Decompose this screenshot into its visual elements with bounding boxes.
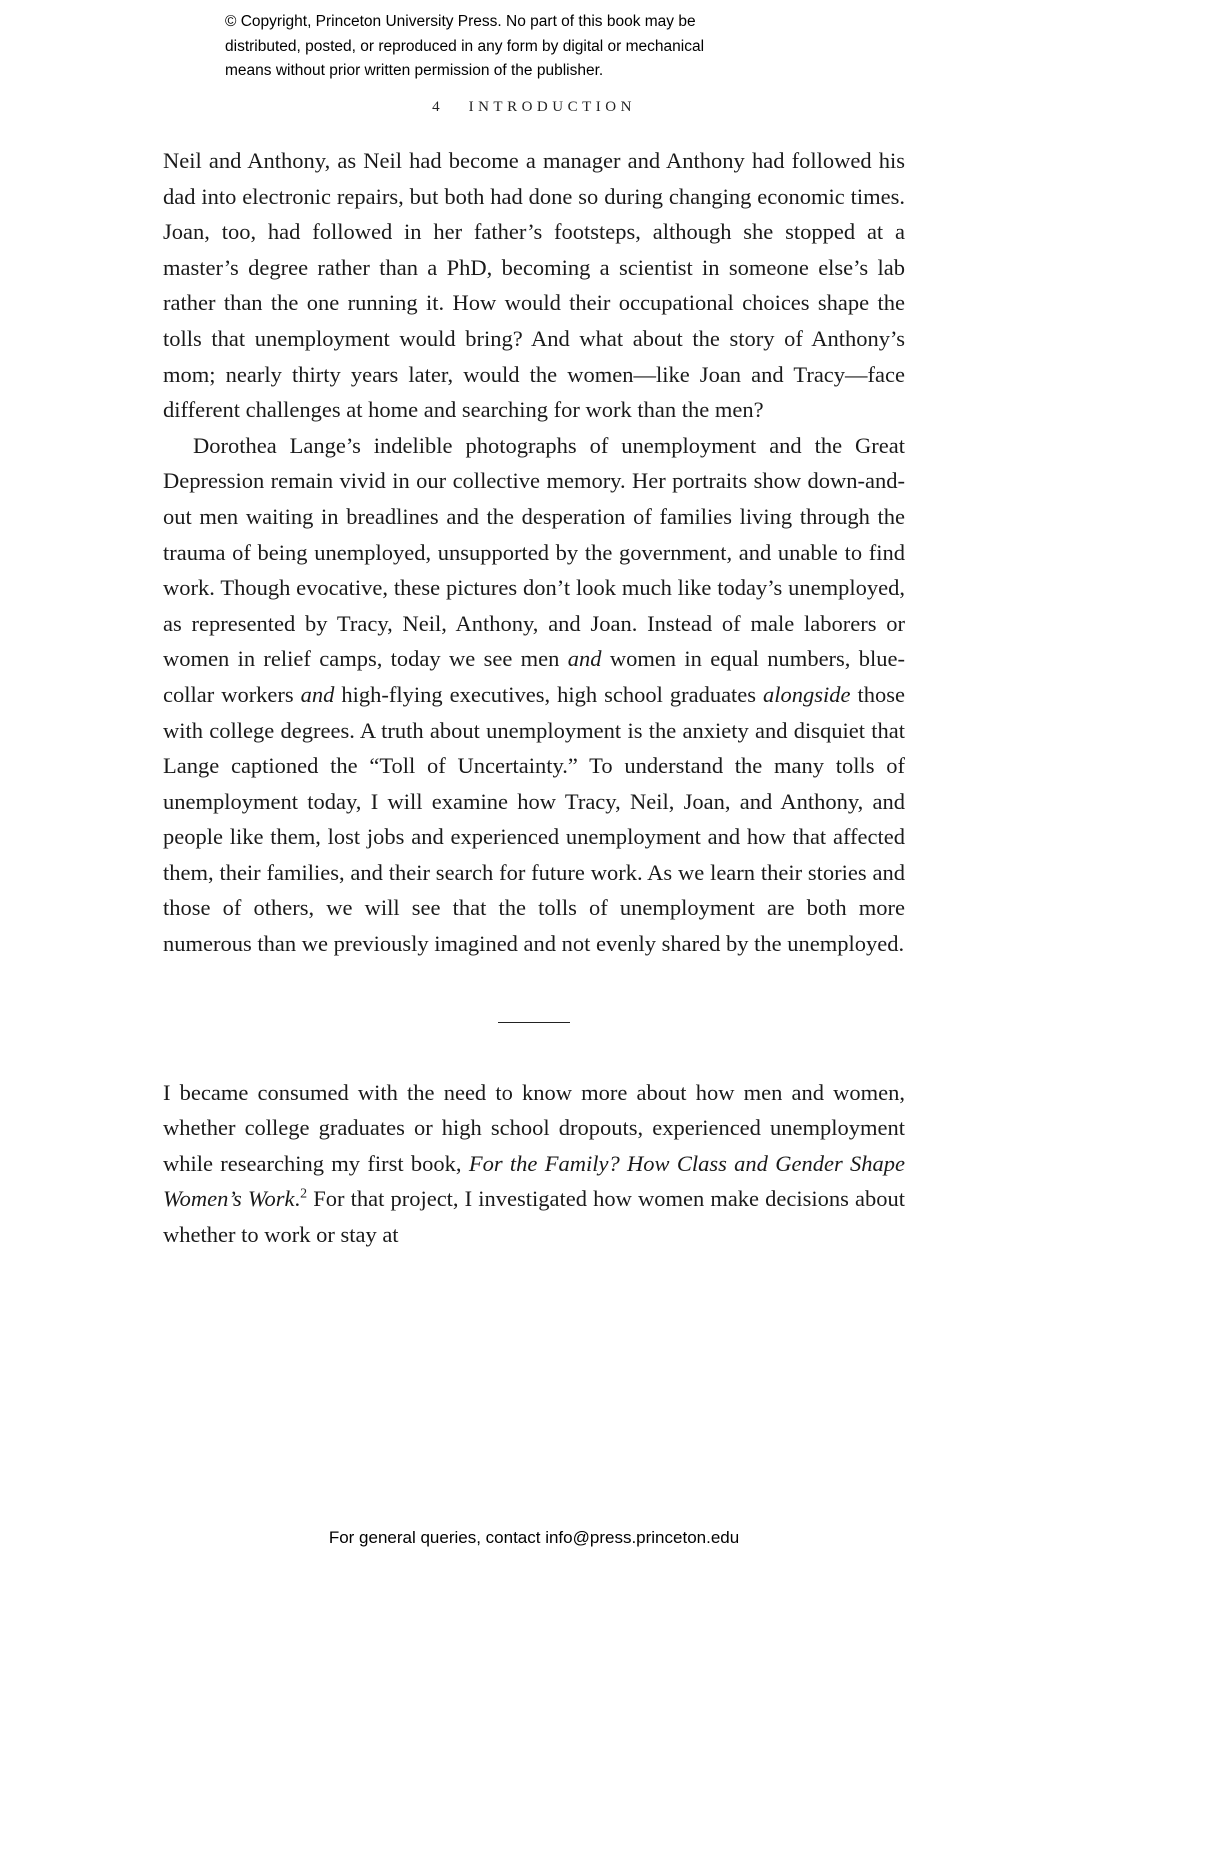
- page-number: 4: [432, 99, 441, 115]
- copyright-line-3: means without prior written permission of the publisher.: [225, 62, 604, 79]
- paragraph-3-seg2: .: [294, 1186, 301, 1212]
- paragraph-2-seg4: those with college degrees. A truth about unemployment is the anxiety and disquiet that Lange captioned the “Toll of Uncertainty.” To understand the many tolls of unemployment today, I will examine how Tracy, Neil, Joan, and Anthony, and people like them, lost jobs and experienced unemployment and how that affected them, their families, and their search for future work. As we learn their stories and those of others, we will see that the tolls of unemployment are both more numerous than we previously imagined and not evenly shared by the unemployed.: [163, 681, 905, 957]
- paragraph-3-italic1: For the Family? How Class and Gender Shape Women’s Work: [163, 1150, 905, 1212]
- running-head: [163, 99, 905, 116]
- page-footer: [163, 1528, 905, 1548]
- section-break: [163, 1016, 905, 1023]
- paragraph-2-italic3: alongside: [763, 681, 851, 707]
- copyright-line-1: © Copyright, Princeton University Press. No part of this book may be: [225, 13, 696, 30]
- paragraph-2-seg2: women in equal numbers, blue-collar workers: [163, 646, 905, 707]
- paragraph-2: [163, 428, 905, 962]
- body-text: [163, 143, 905, 1253]
- paragraph-2-seg1: Dorothea Lange’s indelible photographs of unemployment and the Great Depression remain vivid in our collective memory. Her portraits show down-and-out men waiting in breadlines and the desperation of families living through the trauma of being unemployed, unsupported by the government, and unable to find work. Though evocative, these pictures don’t look much like today’s unemployed, as represented by Tracy, Neil, Anthony, and Joan. Instead of male laborers or women in relief camps, today we see men: [163, 432, 905, 672]
- copyright-notice: [225, 10, 704, 84]
- section-break-rule: [498, 1022, 570, 1023]
- paragraph-3-seg3: For that project, I investigated how women make decisions about whether to work or stay at: [163, 1186, 905, 1248]
- copyright-line-2: distributed, posted, or reproduced in any form by digital or mechanical: [225, 37, 705, 55]
- footnote-ref: 2: [300, 1186, 308, 1202]
- paragraph-2-italic2: and: [300, 681, 335, 707]
- paragraph-2-seg3: high-flying executives, high school graduates: [334, 681, 764, 707]
- footer-text: For general queries, contact info@press.princeton.edu: [328, 1528, 740, 1547]
- paragraph-1-text: Neil and Anthony, as Neil had become a manager and Anthony had followed his dad into electronic repairs, but both had done so during changing economic times. Joan, too, had followed in her father’s footsteps, although she stopped at a master’s degree rather than a PhD, becoming a scientist in someone else’s lab rather than the one running it. How would their occupational choices shape the tolls that unemployment would bring? And what about the story of Anthony’s mom; nearly thirty years later, would the women—like Joan and Tracy—face different challenges at home and searching for work than the men?: [163, 148, 905, 423]
- paragraph-2-italic1: and: [567, 646, 602, 672]
- paragraph-1: [163, 143, 905, 428]
- paragraph-3-seg1: I became consumed with the need to know more about how men and women, whether college graduates or high school dropouts, experienced unemployment while researching my first book,: [163, 1079, 905, 1176]
- paragraph-3: [163, 1075, 905, 1253]
- section-title: INTRODUCTION: [468, 99, 636, 115]
